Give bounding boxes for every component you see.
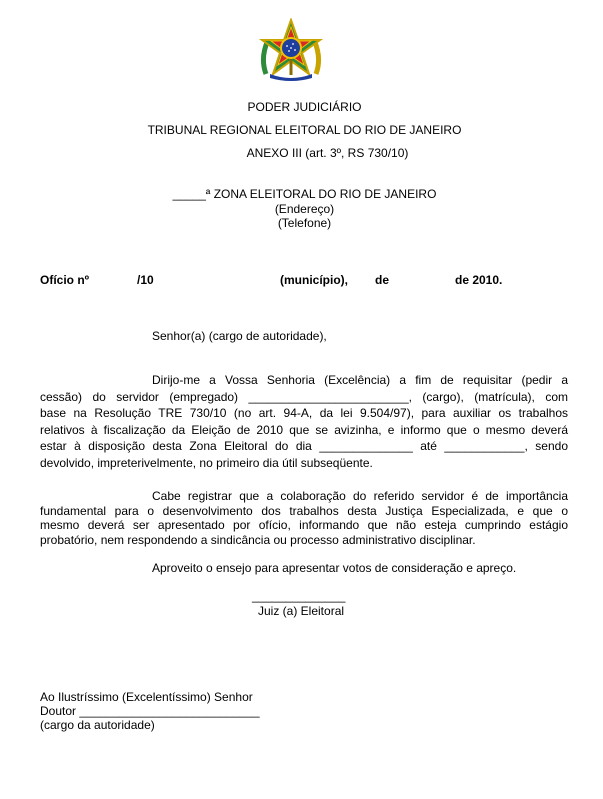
signature-line: ______________ <box>252 589 346 603</box>
closing-text: Aproveito o ensejo para apresentar votos de consideração e apreço. <box>152 561 517 575</box>
oficio-de: de <box>375 273 390 287</box>
addressee-line-1: Ao Ilustríssimo (Excelentíssimo) Senhor <box>40 690 253 704</box>
oficio-year: de 2010. <box>455 273 503 287</box>
zone-address: (Endereço) <box>274 202 335 216</box>
oficio-municipality: (município), <box>280 273 348 287</box>
paragraph-line: relativos à fiscalização da Eleição de 2010 que se avizinha, e informo que o mesmo deverá <box>40 422 568 437</box>
signature-title: Juiz (a) Eleitoral <box>258 604 345 618</box>
salutation: Senhor(a) (cargo de autoridade), <box>152 329 327 343</box>
paragraph-line: fundamental para o desenvolvimento dos trabalhos desta Justiça Especializada, e que o <box>40 503 568 518</box>
paragraph-line: estar à disposição desta Zona Eleitoral do dia ______________ até ____________, sendo <box>40 439 568 453</box>
paragraph-request <box>40 372 568 471</box>
paragraph-line: probatório, nem respondendo a sindicância ou processo administrativo disciplinar. <box>40 532 476 547</box>
brazil-coat-of-arms-emblem <box>258 18 324 84</box>
zone-phone: (Telefone) <box>277 216 332 230</box>
paragraph-line: base na Resolução TRE 730/10 (no art. 94-A, da lei 9.504/97), para auxiliar os trabalhos <box>40 406 568 420</box>
zone-title: _____ª ZONA ELEITORAL DO RIO DE JANEIRO <box>172 187 437 201</box>
addressee-line-2: Doutor ___________________________ <box>40 704 260 718</box>
paragraph-line: devolvido, impreterivelmente, no primeiro dia útil subseqüente. <box>40 455 373 470</box>
paragraph-line: Dirijo-me a Vossa Senhoria (Excelência) a fim de requisitar (pedir a <box>152 373 568 387</box>
header-annex: ANEXO III (art. 3º, RS 730/10) <box>246 146 409 160</box>
oficio-number: /10 <box>137 273 154 287</box>
paragraph-line: mesmo deverá ser apresentado por ofício, informando que não esteja cumprindo estágio <box>40 518 568 532</box>
header-court: TRIBUNAL REGIONAL ELEITORAL DO RIO DE JANEIRO <box>147 123 462 137</box>
paragraph-collaboration <box>40 489 568 547</box>
paragraph-line: Cabe registrar que a colaboração do referido servidor é de importância <box>152 489 568 503</box>
header-power: PODER JUDICIÁRIO <box>247 100 362 114</box>
oficio-label: Ofício nº <box>40 273 90 287</box>
paragraph-line: cessão) do servidor (empregado) ________________________, (cargo), (matrícula), com <box>40 389 568 404</box>
addressee-line-3: (cargo da autoridade) <box>40 718 155 732</box>
